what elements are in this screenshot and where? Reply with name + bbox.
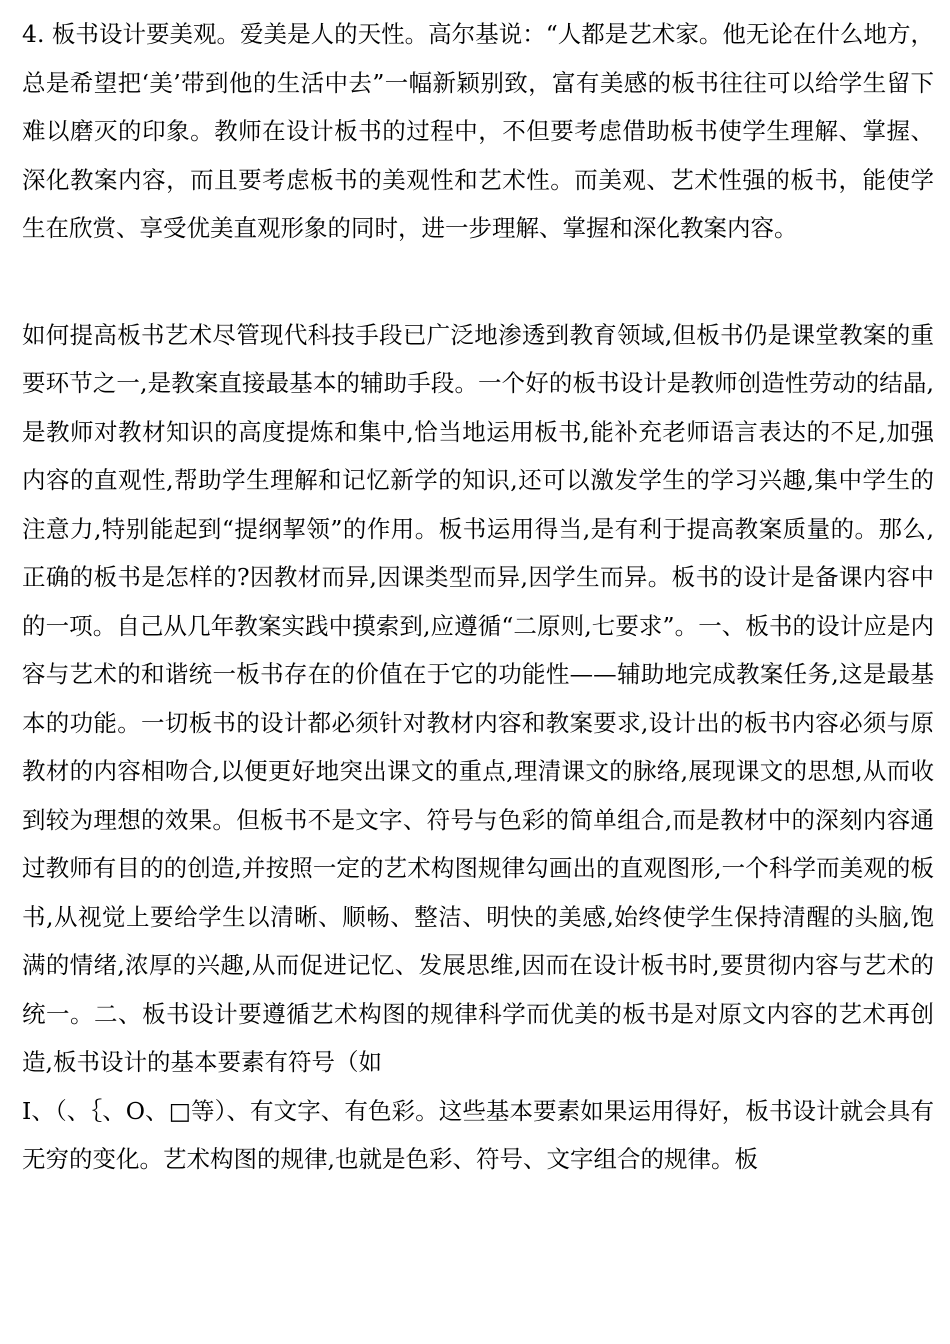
paragraph-improve-board-art: 如何提高板书艺术尽管现代科技手段已广泛地渗透到教育领域,但板书仍是课堂教案的重要环节之一,是教案直接最基本的辅助手段。一个好的板书设计是教师创造性劳动的结晶,是教师对教材知识的高度提炼和集中,恰当地运用板书,能补充老师语言表达的不足,加强内容的直观性,帮助学生理解和记忆新学的知识,还可以激发学生的学习兴趣,集中学生的注意力,特别能起到“提纲挈领”的作用。板书运用得当,是有利于提高教案质量的。那么,正确的板书是怎样的?因教材而异,因课类型而异,因学生而异。板书的设计是备课内容中的一项。自己从几年教案实践中摸索到,应遵循“二原则,七要求”。一、板书的设计应是内容与艺术的和谐统一板书存在的价值在于它的功能性——辅助地完成教案任务,这是最基本的功能。一切板书的设计都必须针对教材内容和教案要求,设计出的板书内容必须与原教材的内容相吻合,以便更好地突出课文的重点,理清课文的脉络,展现课文的思想,从而收到较为理想的效果。但板书不是文字、符号与色彩的简单组合,而是教材中的深刻内容通过教师有目的的创造,并按照一定的艺术构图规律勾画出的直观图形,一个科学而美观的板书,从视觉上要给学生以清晰、顺畅、整洁、明快的美感,始终使学生保持清醒的头脑,饱满的情绪,浓厚的兴趣,从而促进记忆、发展思维,因而在设计板书时,要贯彻内容与艺术的统一。二、板书设计要遵循艺术构图的规律科学而优美的板书是对原文内容的艺术再创造,板书设计的基本要素有符号（如 xyxy=(22,320,935,1076)
paragraph-board-aesthetics: 4. 板书设计要美观。爱美是人的天性。高尔基说：“人都是艺术家。他无论在什么地方，总是希望把‘美’带到他的生活中去”一幅新颖别致，富有美感的板书往往可以给学生留下难以磨灭的印象。教师在设计板书的过程中，不但要考虑借助板书使学生理解、掌握、深化教案内容，而且要考虑板书的美观性和艺术性。而美观、艺术性强的板书，能使学生在欣赏、享受优美直观形象的同时，进一步理解、掌握和深化教案内容。 xyxy=(22,20,934,242)
paragraph-spacer xyxy=(22,253,934,311)
document-page xyxy=(22,10,934,1184)
paragraph-board-elements: I、（、｛、O、□等）、有文字、有色彩。这些基本要素如果运用得好，板书设计就会具有无穷的变化。艺术构图的规律,也就是色彩、符号、文字组合的规律。板 xyxy=(22,1096,934,1173)
